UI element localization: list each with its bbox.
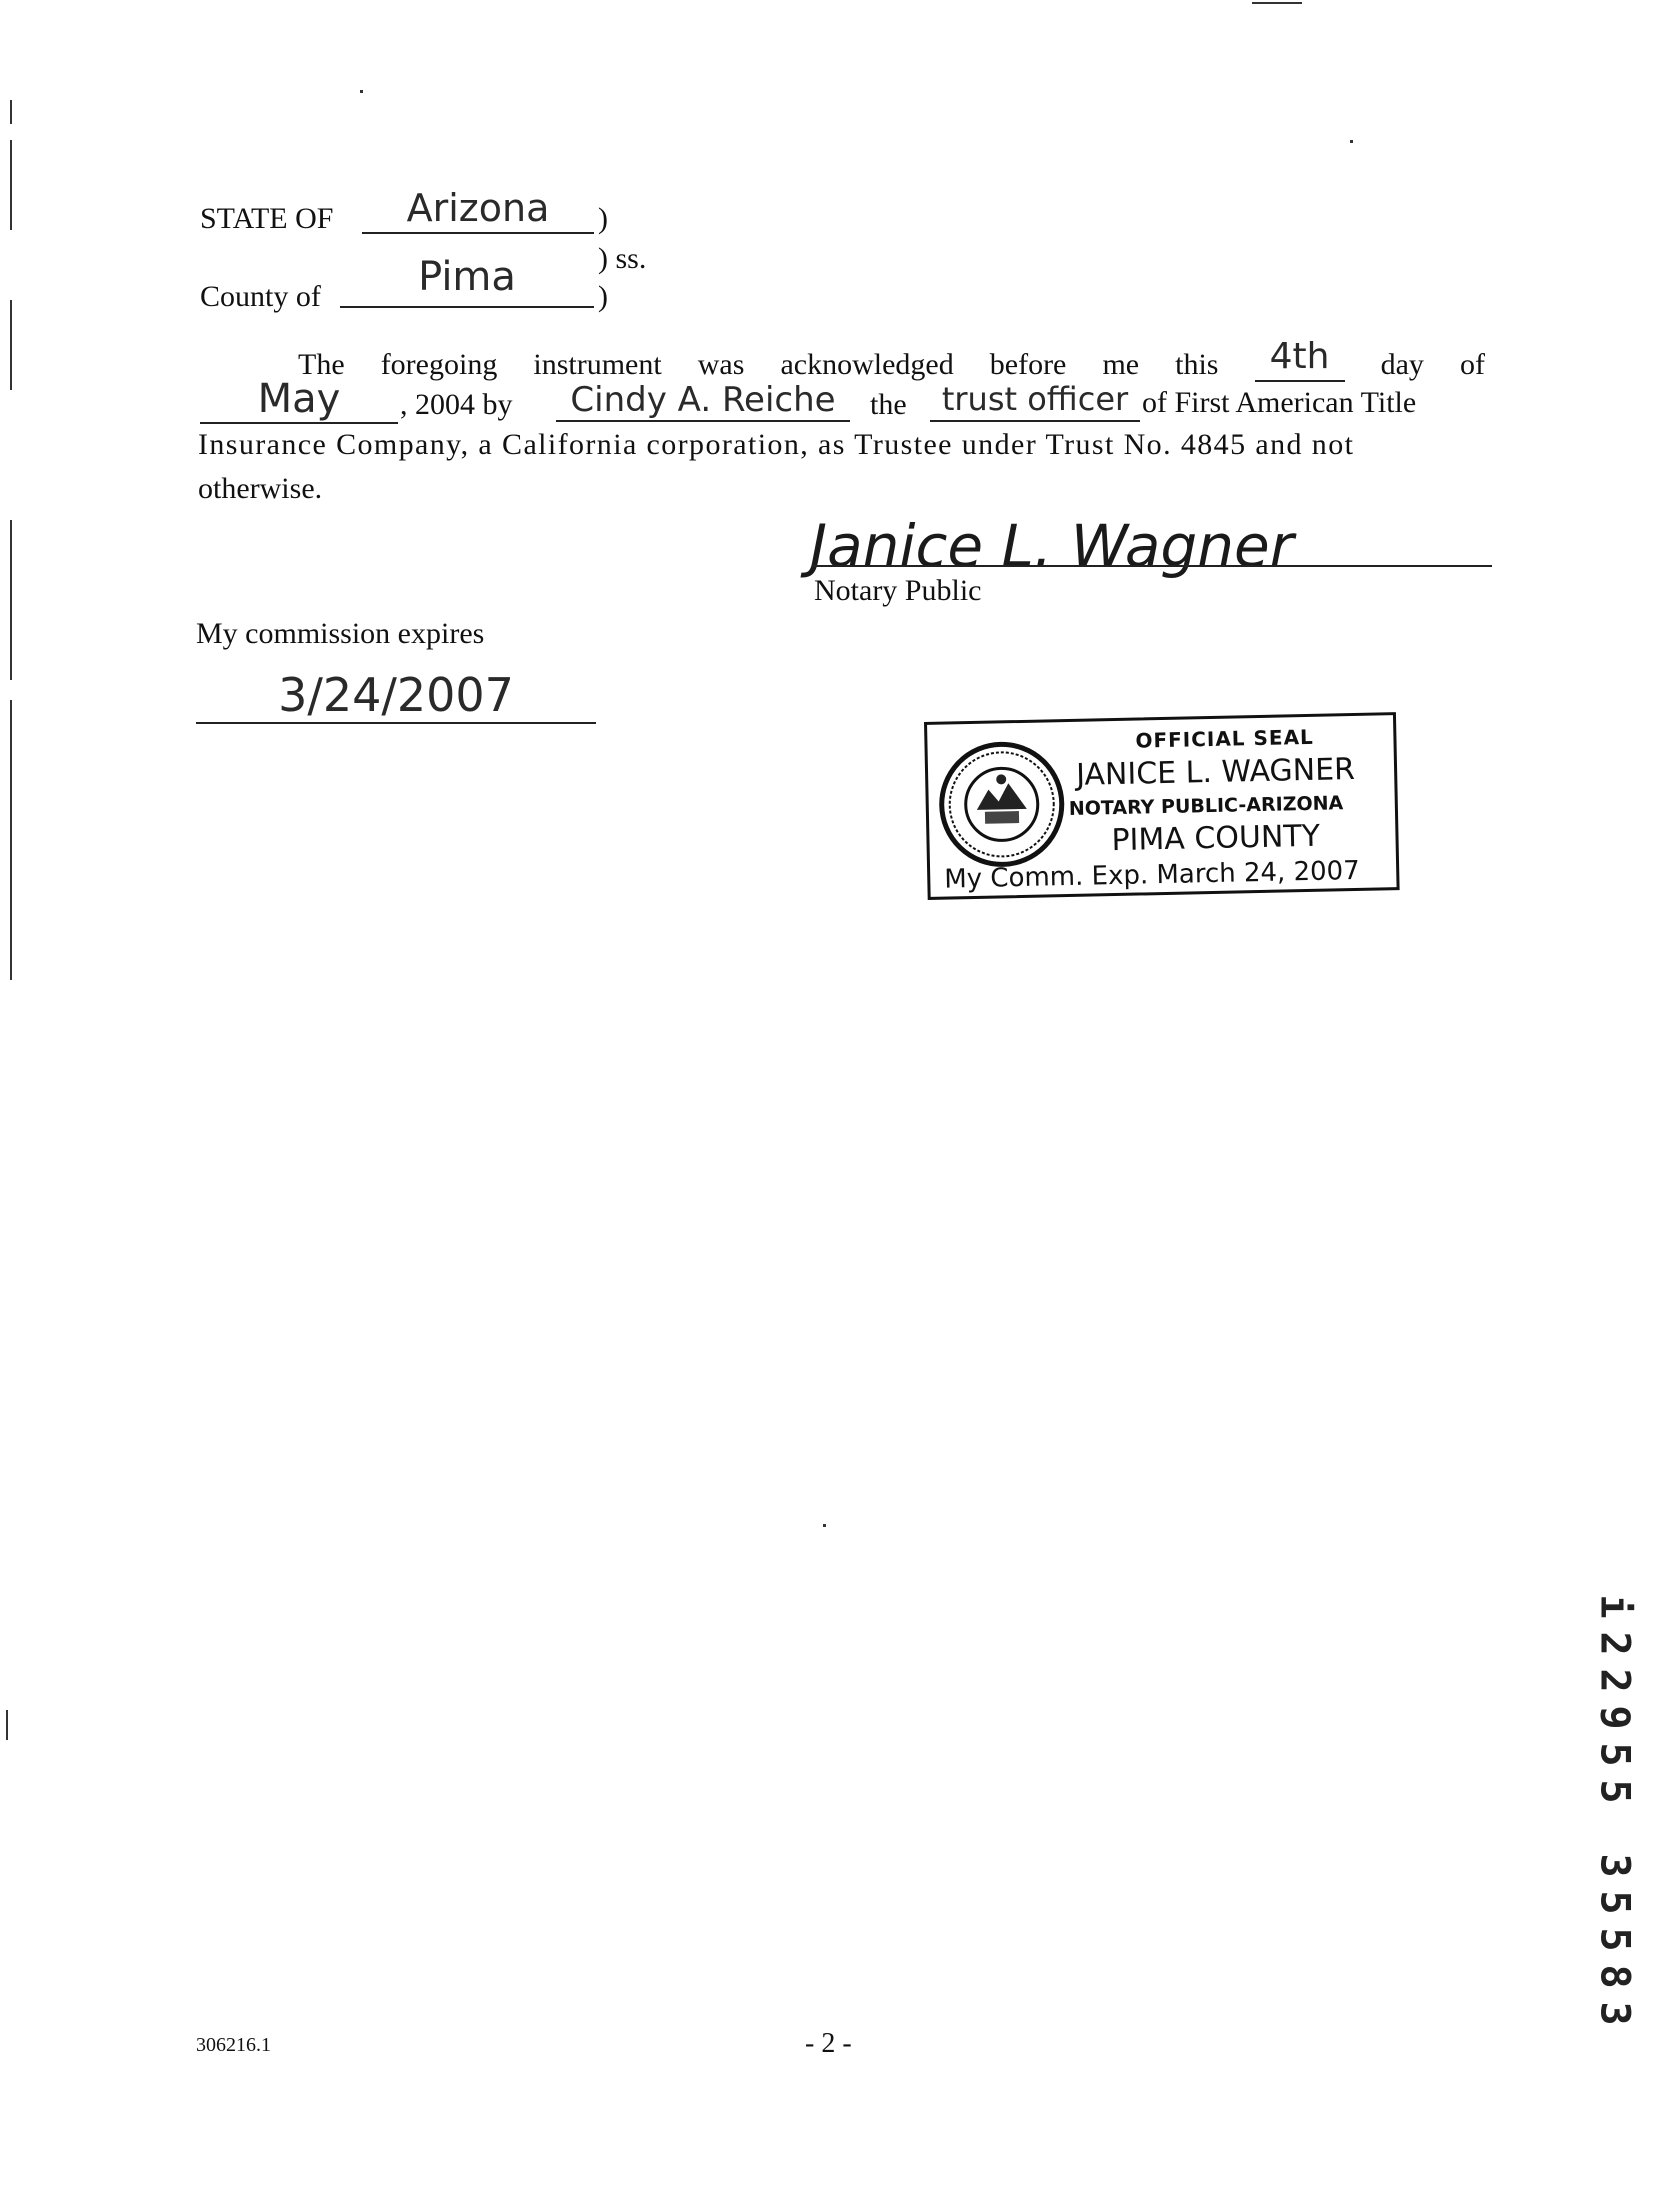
scan-margin-mark: [10, 140, 12, 230]
ack-word: before: [989, 348, 1067, 381]
notary-public-label: Notary Public: [814, 574, 982, 607]
scan-margin-mark: [10, 100, 12, 124]
ack-word: instrument: [533, 348, 662, 381]
scan-top-line: [1252, 2, 1302, 4]
month-field: [200, 376, 398, 424]
county-value: Pima: [418, 254, 516, 300]
state-paren: ): [598, 202, 608, 235]
ss-label: ) ss.: [598, 242, 647, 275]
official-seal-stamp: [924, 712, 1400, 900]
title-field: [930, 380, 1140, 422]
recording-stamp: [1591, 1588, 1638, 2032]
stamp-char: 2: [1591, 1668, 1638, 1693]
scan-margin-mark: [10, 520, 12, 680]
stamp-char: 5: [1591, 1779, 1638, 1804]
state-field: [362, 186, 594, 234]
scan-speck: [823, 1524, 826, 1527]
seal-expiry: My Comm. Exp. March 24, 2007: [943, 855, 1361, 895]
stamp-char: 9: [1591, 1705, 1638, 1730]
scan-speck: [360, 90, 363, 93]
signer-value: Cindy A. Reiche: [570, 380, 836, 420]
notary-signature-line: [812, 565, 1492, 567]
stamp-char: 5: [1591, 1742, 1638, 1767]
document-number: 306216.1: [196, 2034, 271, 2056]
seal-name: JANICE L. WAGNER: [1075, 751, 1356, 793]
the-word: the: [870, 388, 907, 421]
ack-word: foregoing: [380, 348, 498, 381]
seal-heading: OFFICIAL SEAL: [1135, 724, 1315, 753]
year-by-text: , 2004 by: [400, 388, 513, 421]
month-value: May: [257, 376, 341, 422]
seal-title: NOTARY PUBLIC-ARIZONA: [1068, 792, 1344, 820]
scan-margin-mark: [10, 300, 12, 390]
commission-date-field: [196, 668, 596, 724]
stamp-char: 3: [1591, 2001, 1638, 2026]
ack-word: day: [1380, 348, 1424, 381]
ack-word: acknowledged: [780, 348, 954, 381]
notary-signature: Janice L. Wagner: [810, 512, 1294, 580]
ack-word: was: [697, 348, 745, 381]
stamp-char: 2: [1591, 1631, 1638, 1656]
commission-date-value: 3/24/2007: [278, 668, 514, 722]
stamp-char: 8: [1591, 1964, 1638, 1989]
day-field: [1255, 336, 1345, 382]
scan-margin-mark: [6, 1710, 8, 1740]
ack-word: me: [1102, 348, 1140, 381]
ack-line-2-tail: of First American Title: [1142, 386, 1417, 419]
stamp-char: i: [1591, 1594, 1638, 1619]
ack-word: of: [1459, 348, 1485, 381]
ack-line-4: otherwise.: [198, 472, 323, 505]
stamp-char: 3: [1591, 1853, 1638, 1878]
stamp-char: 5: [1591, 1890, 1638, 1915]
stamp-char: [1596, 1811, 1633, 1847]
stamp-char: 5: [1591, 1927, 1638, 1952]
ack-line-3: Insurance Company, a California corporation, as Trustee under Trust No. 4845 and not: [198, 428, 1355, 461]
signer-field: [556, 380, 850, 422]
page-number: - 2 -: [805, 2028, 852, 2059]
state-label: STATE OF: [200, 202, 334, 235]
seal-county: PIMA COUNTY: [1111, 818, 1321, 859]
title-value: trust officer: [941, 380, 1129, 418]
ack-word: this: [1175, 348, 1219, 381]
state-value: Arizona: [406, 186, 550, 230]
ack-word: The: [298, 348, 345, 381]
scan-margin-mark: [10, 700, 12, 980]
county-label: County of: [200, 280, 321, 313]
county-paren: ): [598, 280, 608, 313]
scan-speck: [1350, 140, 1353, 143]
state-seal-emblem-icon: [935, 738, 1068, 871]
county-field: [340, 254, 594, 308]
commission-label: My commission expires: [196, 617, 485, 650]
day-value: 4th: [1269, 336, 1330, 377]
